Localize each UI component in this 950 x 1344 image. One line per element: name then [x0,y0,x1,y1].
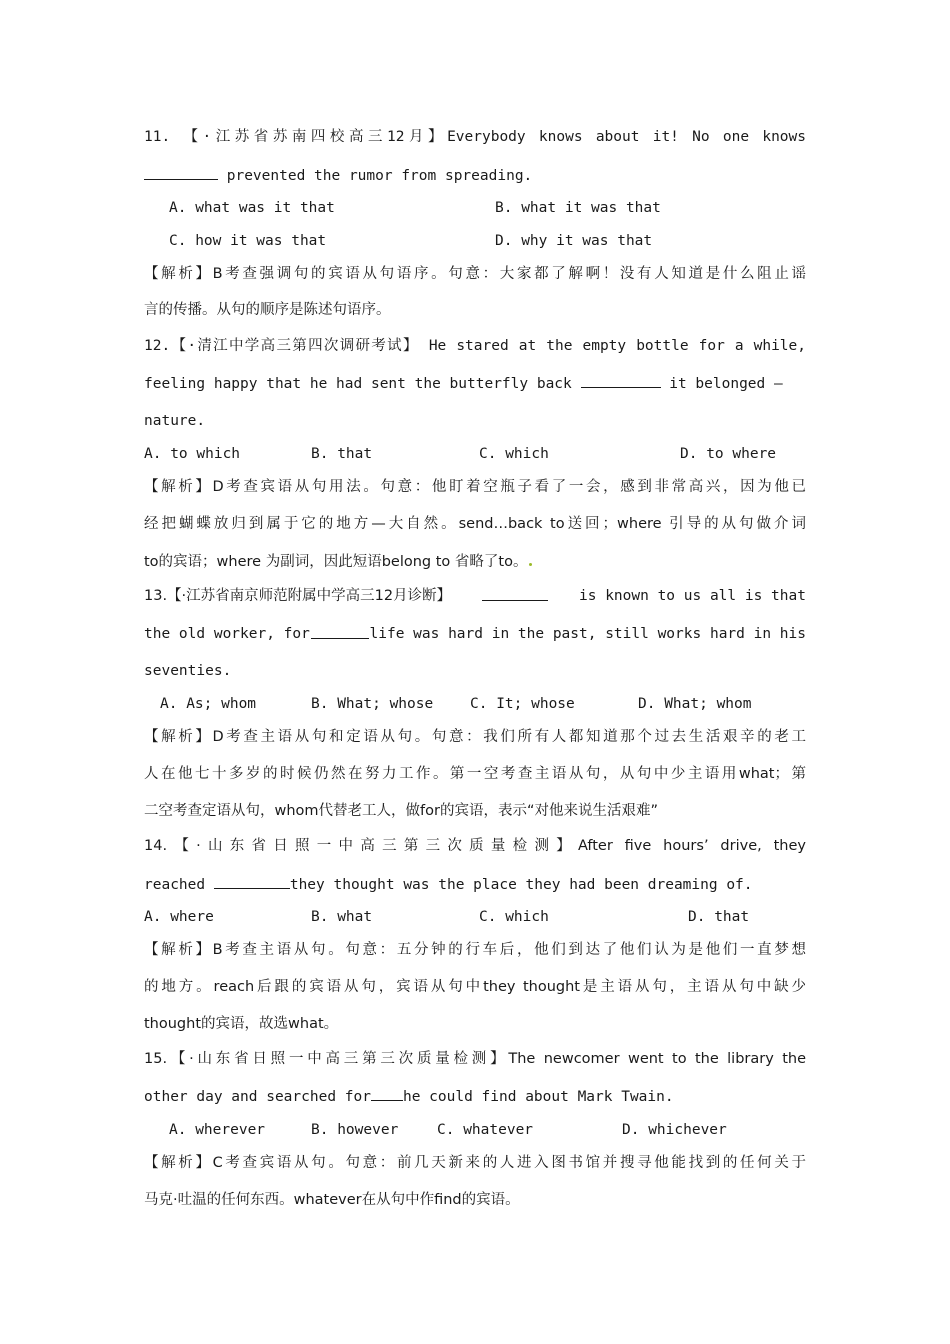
q12-stem-line3: nature. [144,413,206,429]
q15-option-d: D. whichever [622,1122,727,1138]
q13-explanation-line3: 二空考查定语从句，whom代替老工人，做for的宾语，表示“对他来说生活艰难” [144,803,659,819]
stray-mark [529,563,532,566]
q11-stem-line2 [144,165,806,186]
q14-stem-text-a: reached [144,877,206,893]
q15-explanation-line2: 马克·吐温的任何东西。whatever在从句中作find的宾语。 [144,1192,520,1208]
q15-stem-line2 [144,1086,806,1107]
answer-blank [482,586,548,601]
q12-stem-line2 [144,373,806,394]
q14-stem-line1: 14.【·山东省日照一中高三第三次质量检测】After five hours’ drive, they [144,838,806,854]
q11-explanation-line1: 【解析】B考查强调句的宾语从句语序。句意：大家都了解啊！没有人知道是什么阻止谣 [144,266,806,282]
q13-option-b: B. What; whose [311,696,434,712]
answer-blank [214,874,290,889]
answer-blank [144,165,218,180]
q12-option-a: A. to which [144,446,241,462]
q14-option-a: A. where [144,909,214,925]
q13-stem-line3: seventies. [144,663,232,679]
q13-option-c: C. It; whose [470,696,575,712]
q12-option-b: B. that [311,446,373,462]
q14-explanation-line3: thought的宾语，故选what。 [144,1016,339,1032]
q15-option-b: B. however [311,1122,399,1138]
q13-option-a: A. As; whom [160,696,257,712]
q13-explanation-line2: 人在他七十多岁的时候仍然在努力工作。第一空考查主语从句，从句中少主语用what；第 [144,766,806,782]
q12-stem-text-a: feeling happy that he had sent the butterfly back [144,376,572,392]
q14-explanation-line1: 【解析】B考查主语从句。句意：五分钟的行车后，他们到达了他们认为是他们一直梦想 [144,942,806,958]
q12-option-c: C. which [479,446,549,462]
q11-option-d: D. why it was that [495,233,653,249]
q12-explanation-line1: 【解析】D考查宾语从句用法。句意：他盯着空瓶子看了一会，感到非常高兴，因为他已 [144,479,806,495]
q15-explanation-line1: 【解析】C考查宾语从句。句意：前几天新来的人进入图书馆并搜寻他能找到的任何关于 [144,1155,806,1171]
answer-blank [371,1086,403,1101]
q15-option-c: C. whatever [437,1122,534,1138]
q14-option-b: B. what [311,909,373,925]
q12-stem-line1: 12.【·清江中学高三第四次调研考试】 He stared at the empty bottle for a while, [144,338,806,354]
q15-stem-line1: 15.【·山东省日照一中高三第三次质量检测】The newcomer went to the library the [144,1051,806,1067]
q12-explanation-line3 [144,552,806,572]
q11-explanation-line2: 言的传播。从句的顺序是陈述句语序。 [144,302,391,318]
q14-option-d: D. that [688,909,750,925]
answer-blank [311,624,369,639]
q11-option-c: C. how it was that [169,233,327,249]
q13-stem-line2 [144,624,806,644]
q15-stem-text-a: other day and searched for [144,1089,371,1105]
q14-stem-line2 [144,874,806,895]
q11-stem-line1: 11. 【·江苏省苏南四校高三12月】Everybody knows about it! No one knows [144,129,806,145]
q13-stem-text-b: is known to us all is that [579,588,806,604]
q13-option-d: D. What; whom [638,696,752,712]
q11-stem-text: prevented the rumor from spreading. [226,168,533,184]
q12-explanation-line2: 经把蝴蝶放归到属于它的地方—大自然。send…back to送回；where 引导的从句做介词 [144,516,806,532]
q12-stem-text-b: it belonged — [669,376,783,392]
q15-option-a: A. wherever [169,1122,266,1138]
q13-stem-text-b: life was hard in the past, still works hard in his [369,626,806,642]
q13-explanation-line1: 【解析】D考查主语从句和定语从句。句意：我们所有人都知道那个过去生活艰辛的老工 [144,729,806,745]
q15-stem-text-b: he could find about Mark Twain. [402,1089,674,1105]
q14-explanation-line2: 的地方。reach后跟的宾语从句，宾语从句中they thought是主语从句，主语从句中缺少 [144,979,806,995]
q13-stem-line1 [144,586,806,606]
q14-option-c: C. which [479,909,549,925]
q11-option-b: B. what it was that [495,200,661,216]
q13-stem-text-a: 13.【·江苏省南京师范附属中学高三12月诊断】 [144,588,452,604]
answer-blank [581,373,661,388]
q14-stem-text-b: they thought was the place they had been dreaming of. [289,877,753,893]
q12-option-d: D. to where [680,446,777,462]
q13-stem-text-a: the old worker, for [144,626,310,642]
q12-explanation-text: to的宾语；where 为副词，因此短语belong to 省略了to。 [144,554,528,570]
q11-option-a: A. what was it that [169,200,335,216]
